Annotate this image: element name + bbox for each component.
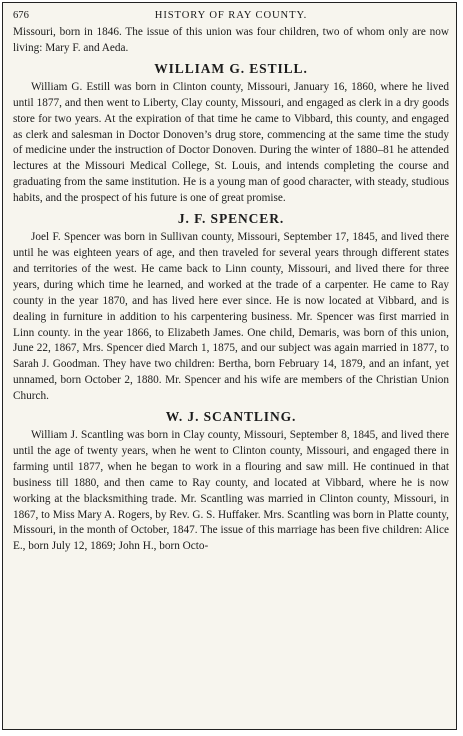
section-body-estill: William G. Estill was born in Clinton county, Missouri, January 16, 1860, where he lived until 1877, and then went to Liberty, Clay county, Missouri, and engaged as clerk in a dry goods store for two years. At the expiration of that time he came to Vibbard, this county, and engaged as clerk and salesman in Doctor Donoven’s drug store, commencing at the same time the study of medicine under the instruction of Doctor Donoven. During the winter of 1880–81 he attended lectures at the Missouri Medical College, St. Louis, and intends completing the course and graduating from the same institution. He is a young man of good character, with steady, studious habits, and the prospect of his future is one of great promise.	[13, 80, 449, 205]
running-title: HISTORY OF RAY COUNTY.	[154, 10, 308, 21]
section-heading-scantling: W. J. SCANTLING.	[165, 409, 297, 425]
section-body-spencer: Joel F. Spencer was born in Sullivan county, Missouri, September 17, 1845, and lived there until he was eighteen years of age, and then traveled for several years through different states and territories of the west. He came back to Linn county, Missouri, and lived there for three years, during which time he learned, and worked at the trade of a carpenter. He came to Ray county in the year 1870, and has lived here ever since. He is now located at Vibbard, and is dealing in furniture in addition to his carpentering business. Mr. Spencer was first married in Linn county. in the year 1866, to Elizabeth James. One child, Demaris, was born of this union, June 22, 1867, Mrs. Spencer died March 1, 1875, and our subject was again married in 1877, to Sarah J. Goodman. They have two children: Bertha, born February 14, 1879, and an infant, yet unnamed, born October 2, 1880. Mr. Spencer and his wife are members of the Christian Union Church.	[13, 231, 449, 403]
intro-paragraph: Missouri, born in 1846. The issue of this union was four children, two of whom only are now living: Mary F. and Aeda.	[13, 26, 449, 54]
page-header	[13, 9, 449, 25]
book-page	[13, 9, 449, 555]
section-heading-estill: WILLIAM G. ESTILL.	[154, 60, 308, 76]
page-frame	[2, 2, 457, 730]
page-number: 676	[13, 10, 29, 21]
section-heading-spencer: J. F. SPENCER.	[177, 211, 285, 227]
section-body-scantling: William J. Scantling was born in Clay county, Missouri, September 8, 1845, and lived there until the age of twenty years, when he went to Clinton county, Missouri, and engaged there in farming until 1877, when he began to work in a flouring and saw mill. He continued in that business till 1880, and then came to Ray county, and located at Vibbard, where he is now working at the blacksmithing trade. Mr. Scantling was married in Clinton county, Missouri, in 1867, to Miss Mary A. Rogers, by Rev. G. S. Huffaker. Mrs. Scantling was born in Platte county, Missouri, in the month of October, 1847. The issue of this marriage has been five children: Alice E., born July 12, 1869; John H., born Octo-	[13, 429, 449, 553]
